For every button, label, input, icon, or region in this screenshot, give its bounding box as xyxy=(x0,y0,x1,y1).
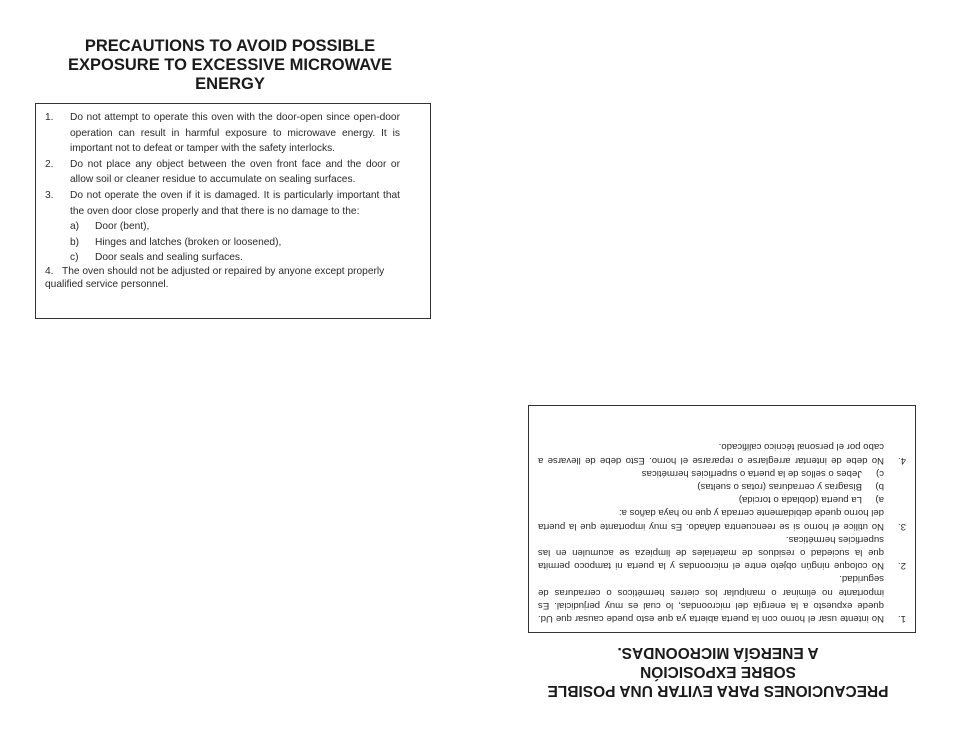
list-item xyxy=(538,506,906,532)
item-text: No coloque ningún objeto entre el microondas y la puerta ni tampoco permita que la suciedad o residuos de materiales de limpieza se acumulen en las superficies herméticas. xyxy=(538,533,884,572)
spanish-section-upside-down xyxy=(528,400,928,700)
item-number: 3. xyxy=(897,520,906,532)
sub-item-letter: b) xyxy=(875,480,884,492)
item-number: 2. xyxy=(45,158,54,170)
sub-list-item xyxy=(45,235,400,251)
sub-item-text: Door seals and sealing surfaces. xyxy=(95,252,243,264)
english-title xyxy=(40,37,420,94)
english-title-line-3: ENERGY xyxy=(195,75,265,93)
item-number: 1. xyxy=(897,613,906,624)
sub-item-text: La puerta (doblada o torcida) xyxy=(738,494,862,506)
spanish-precautions-box xyxy=(528,405,916,633)
sub-item-letter: b) xyxy=(70,236,80,248)
item-text: No intente usar el horno con la puerta abierta ya que esto puede causar que Ud. quede expuesto a la energía del microondas, lo cual es muy perjudicial. Es importante no eliminar o manipular los cierres herméticos o cerraduras de seguridad. xyxy=(538,573,884,624)
english-title-line-2: EXPOSURE TO EXCESSIVE MICROWAVE xyxy=(68,56,392,74)
item-text: Do not operate the oven if it is damaged. It is particularly important that the oven door close properly and that there is no damage to the: xyxy=(70,189,400,217)
spanish-title xyxy=(518,643,918,700)
item-text: The oven should not be adjusted or repaired by anyone except properly qualified service personnel. xyxy=(45,265,385,291)
sub-item-letter: a) xyxy=(70,221,80,233)
list-item xyxy=(45,157,400,188)
english-title-line-1: PRECAUTIONS TO AVOID POSSIBLE xyxy=(84,37,376,55)
item-text: No debe de intentar arreglarse o repararse el horno. Esto debe de llevarse a cabo por el personal técnico calificado. xyxy=(538,441,884,466)
list-item xyxy=(538,440,906,466)
item-text: No utilice el horno si se reencuentra dañado. Es muy importante que la puerta del horno quede debidamente cerrada y que no haya daños a: xyxy=(538,507,884,532)
list-item xyxy=(538,533,906,573)
sub-item-text: Jebes o sellos de la puerta o superficies herméticas xyxy=(641,467,862,479)
spanish-title-line-2: SOBRE EXPOSICIÓN xyxy=(640,663,796,680)
list-item-4 xyxy=(45,265,400,292)
sub-item-letter: c) xyxy=(876,467,884,479)
list-item xyxy=(538,572,906,625)
item-number: 2. xyxy=(897,560,906,572)
sub-item-text: Door (bent), xyxy=(95,221,150,233)
sub-list-item xyxy=(538,480,906,493)
sub-list-item xyxy=(45,250,400,266)
spanish-title-line-3: A ENERGÍA MICROONDAS. xyxy=(617,644,819,661)
item-text: Do not attempt to operate this oven with the door-open since open-door operation can result in harmful exposure to microwave energy. It is important not to defeat or tamper with the safety interlocks. xyxy=(70,112,400,155)
item-number: 4. xyxy=(897,454,906,466)
sub-item-text: Hinges and latches (broken or loosened), xyxy=(95,236,282,248)
item-text: Do not place any object between the oven front face and the door or allow soil or cleaner residue to accumulate on sealing surfaces. xyxy=(70,158,400,186)
spanish-title-line-1: PRECAUCIONES PARA EVITAR UNA POSIBLE xyxy=(547,682,889,699)
sub-item-letter: c) xyxy=(70,252,79,264)
list-item xyxy=(45,188,400,219)
sub-list-item xyxy=(538,467,906,480)
sub-list-item xyxy=(538,493,906,506)
item-number: 4. xyxy=(45,265,54,277)
item-number: 1. xyxy=(45,112,54,123)
english-precautions-box xyxy=(35,103,431,319)
sub-item-letter: a) xyxy=(875,494,884,506)
sub-item-text: Bisagras y cerraduras (rotas o sueltas) xyxy=(697,480,862,492)
sub-list-item xyxy=(45,219,400,235)
list-item xyxy=(45,110,400,157)
item-number: 3. xyxy=(45,189,54,201)
